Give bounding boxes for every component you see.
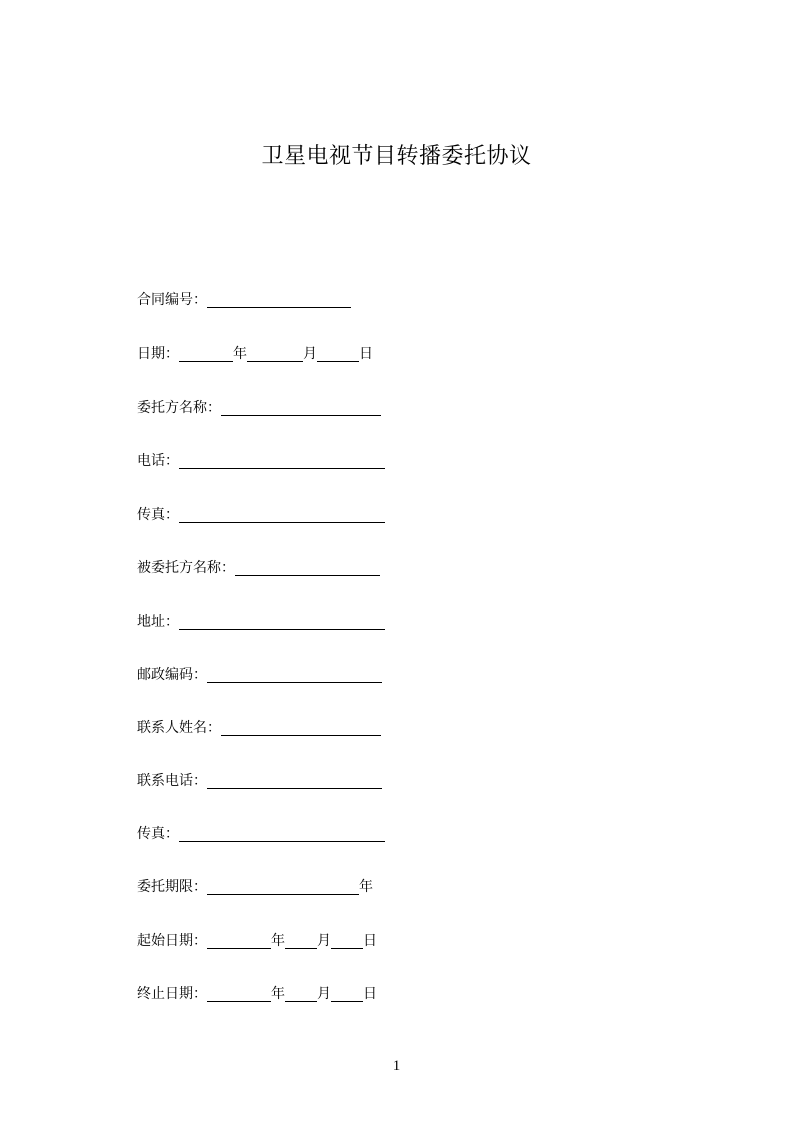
client-fax-row: [137, 505, 385, 525]
client-phone-blank[interactable]: [179, 452, 385, 469]
client-fax-label: 传真：: [137, 507, 179, 523]
address-label: 地址：: [137, 614, 179, 630]
end-date-row: [137, 984, 377, 1004]
client-phone-row: [137, 451, 385, 471]
postcode-label: 邮政编码：: [137, 667, 207, 683]
date-month-unit: 月: [303, 346, 317, 362]
contact-phone-label: 联系电话：: [137, 773, 207, 789]
start-month-unit: 月: [317, 933, 331, 949]
client-fax-blank[interactable]: [179, 506, 385, 523]
start-date-label: 起始日期：: [137, 933, 207, 949]
agent-fax-blank[interactable]: [179, 825, 385, 842]
client-phone-label: 电话：: [137, 453, 179, 469]
end-month-unit: 月: [317, 986, 331, 1002]
postcode-blank[interactable]: [207, 666, 382, 683]
start-day-blank[interactable]: [331, 932, 363, 949]
date-month-blank[interactable]: [247, 345, 303, 362]
agent-name-blank[interactable]: [235, 559, 380, 576]
contact-name-label: 联系人姓名：: [137, 720, 221, 736]
start-day-unit: 日: [363, 933, 377, 949]
address-blank[interactable]: [179, 613, 385, 630]
start-date-row: [137, 931, 377, 951]
end-day-blank[interactable]: [331, 985, 363, 1002]
start-year-unit: 年: [271, 933, 285, 949]
term-blank[interactable]: [207, 878, 359, 895]
agent-name-row: [137, 558, 380, 578]
date-label: 日期：: [137, 346, 179, 362]
term-row: [137, 877, 373, 897]
page-number: 1: [392, 1058, 401, 1074]
start-month-blank[interactable]: [285, 932, 317, 949]
contact-phone-blank[interactable]: [207, 772, 382, 789]
client-name-label: 委托方名称：: [137, 400, 221, 416]
term-unit: 年: [359, 879, 373, 895]
postcode-row: [137, 665, 382, 685]
contact-name-blank[interactable]: [221, 719, 381, 736]
end-year-unit: 年: [271, 986, 285, 1002]
contact-phone-row: [137, 771, 382, 791]
address-row: [137, 612, 385, 632]
contract-number-blank[interactable]: [207, 291, 351, 308]
end-day-unit: 日: [363, 986, 377, 1002]
date-day-blank[interactable]: [317, 345, 359, 362]
document-title: 卫星电视节目转播委托协议: [261, 144, 532, 169]
end-date-label: 终止日期：: [137, 986, 207, 1002]
start-year-blank[interactable]: [207, 932, 271, 949]
contract-number-row: [137, 290, 351, 310]
term-label: 委托期限：: [137, 879, 207, 895]
end-year-blank[interactable]: [207, 985, 271, 1002]
agent-fax-row: [137, 824, 385, 844]
date-row: [137, 344, 373, 364]
agent-fax-label: 传真：: [137, 826, 179, 842]
contract-number-label: 合同编号：: [137, 292, 207, 308]
client-name-blank[interactable]: [221, 399, 381, 416]
client-name-row: [137, 398, 381, 418]
date-year-blank[interactable]: [179, 345, 233, 362]
agent-name-label: 被委托方名称：: [137, 560, 235, 576]
contact-name-row: [137, 718, 381, 738]
end-month-blank[interactable]: [285, 985, 317, 1002]
date-day-unit: 日: [359, 346, 373, 362]
date-year-unit: 年: [233, 346, 247, 362]
